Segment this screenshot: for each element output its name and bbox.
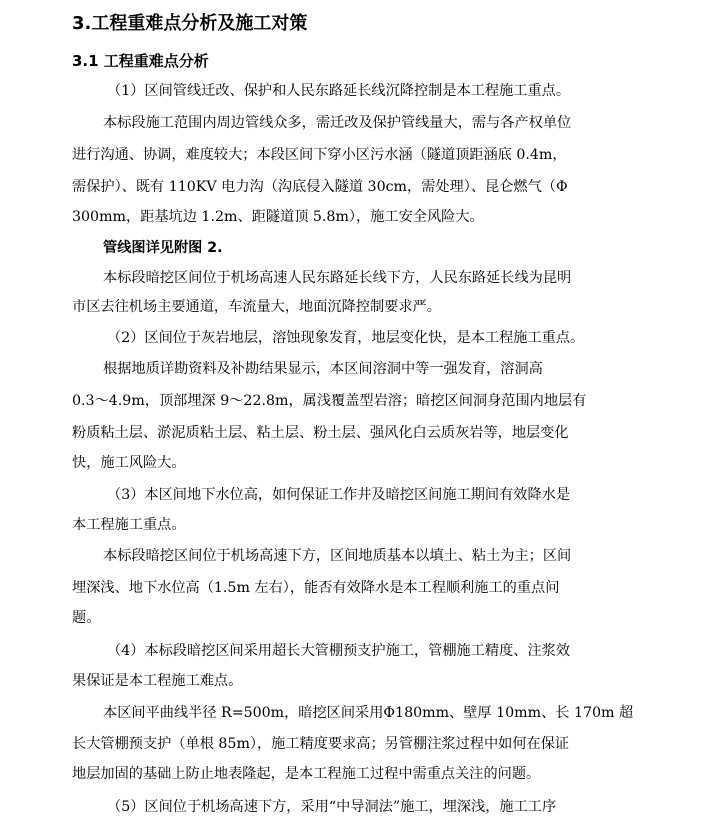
paragraph-line: 市区去往机场主要通道，车流量大，地面沉降控制要求严。 [72, 299, 441, 315]
paragraph-line: 本工程施工重点。 [72, 517, 186, 533]
paragraph-line: 地层加固的基础上防止地表隆起，是本工程施工过程中需重点关注的问题。 [72, 766, 541, 782]
paragraph-line: 粉质粘土层、淤泥质粘土层、粘土层、粉土层、强风化白云质灰岩等，地层变化 [72, 425, 569, 441]
paragraph-line: 进行沟通、协调，难度较大；本段区间下穿小区污水涵（隧道顶距涵底 0.4m， [72, 147, 567, 163]
paragraph-line: 300mm，距基坑边 1.2m、距隧道顶 5.8m），施工安全风险大。 [72, 209, 484, 225]
paragraph-line: 果保证是本工程施工难点。 [72, 673, 243, 689]
section-title: 3.工程重难点分析及施工对策 [72, 13, 308, 34]
paragraph-line: 需保护）、既有 110KV 电力沟（沟底侵入隧道 30cm，需处理）、昆仑燃气（Φ [72, 179, 568, 195]
paragraph-line: （4）本标段暗挖区间采用超长大管棚预支护施工，管棚施工精度、注浆效 [107, 643, 571, 659]
section-subtitle: 3.1 工程重难点分析 [72, 52, 209, 70]
paragraph-line: 题。 [72, 610, 101, 626]
paragraph-line: （3）本区间地下水位高，如何保证工作井及暗挖区间施工期间有效降水是 [107, 487, 571, 503]
paragraph-line: 本区间平曲线半径 R=500m，暗挖区间采用Φ180mm、壁厚 10mm、长 170m 超 [103, 705, 634, 721]
paragraph-line: 0.3～4.9m，顶部埋深 9～22.8m，属浅覆盖型岩溶；暗挖区间洞身范围内地层有 [72, 393, 587, 409]
paragraph-line: 长大管棚预支护（单根 85m），施工精度要求高；另管棚注浆过程中如何在保证 [72, 736, 570, 752]
paragraph-line: 快，施工风险大。 [72, 455, 186, 471]
paragraph-line: 本标段暗挖区间位于机场高速人民东路延长线下方，人民东路延长线为昆明 [103, 270, 572, 286]
paragraph-line: （1）区间管线迁改、保护和人民东路延长线沉降控制是本工程施工重点。 [107, 83, 571, 99]
paragraph-line-bold: 管线图详见附图 2. [103, 240, 223, 256]
paragraph-line: （2）区间位于灰岩地层，溶蚀现象发育，地层变化快，是本工程施工重点。 [107, 330, 585, 346]
paragraph-line: （5）区间位于机场高速下方，采用“中导洞法”施工，埋深浅，施工工序 [107, 799, 557, 815]
paragraph-line: 根据地质详勘资料及补勘结果显示，本区间溶洞中等一强发育，溶洞高 [103, 361, 543, 377]
paragraph-line: 本标段暗挖区间位于机场高速下方，区间地质基本以填土、粘土为主；区间 [103, 548, 572, 564]
paragraph-line: 本标段施工范围内周边管线众多，需迁改及保护管线量大，需与各产权单位 [103, 115, 572, 131]
paragraph-line: 埋深浅、地下水位高（1.5m 左右），能否有效降水是本工程顺利施工的重点问 [72, 580, 560, 596]
